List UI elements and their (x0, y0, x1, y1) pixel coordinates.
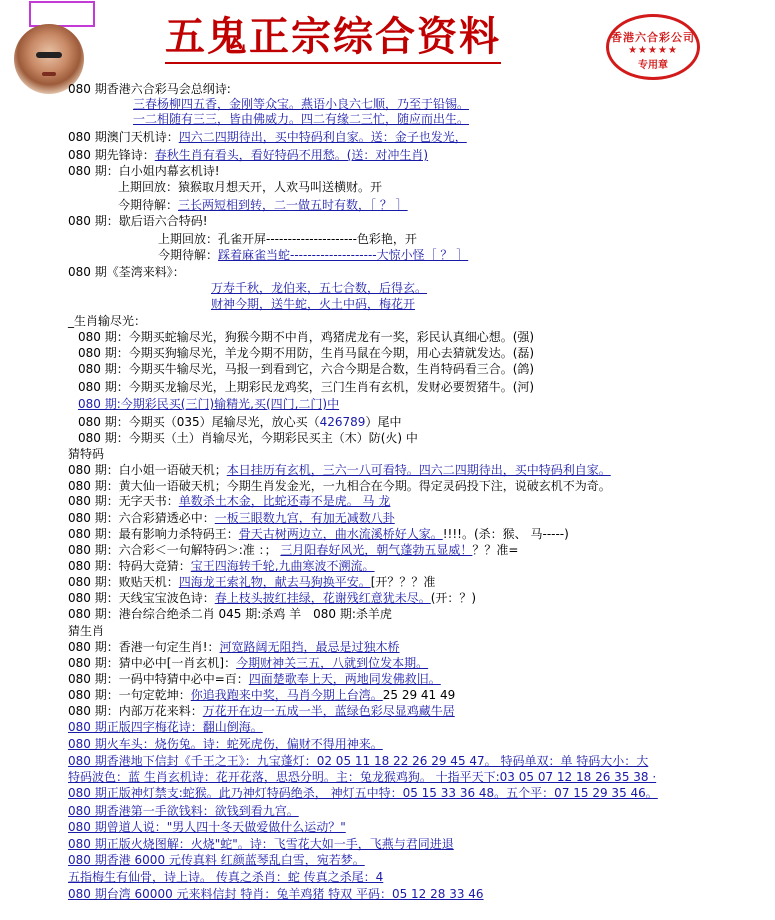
text-segment: 080 期：六合彩猜透必中： (68, 511, 215, 525)
text-segment: _生肖输尽光： (68, 314, 147, 328)
text-segment: 080 期：今期买蛇输尽光，狗猴今期不中肖，鸡猪虎龙有一奖，彩民认真细心想。(强) (78, 330, 535, 344)
text-line (78, 346, 534, 361)
text-line (68, 130, 467, 145)
highlighted-text: 080 期香港地下信封《千王之王》：九宝蓬灯：02 05 11 18 22 26 29 45 47。 特码单双：单 特码大小：大 (68, 754, 649, 768)
text-segment: 猜特码 (68, 447, 105, 461)
highlighted-text: 080 期曾道人说："男人四十冬天做爱做什么运动？" (68, 820, 346, 834)
text-segment: !!!!。(杀：猴、 马-----) (442, 527, 569, 541)
highlighted-text: 四面楚歌奉上天，两地同发佛救旧。 (248, 672, 441, 686)
text-line (78, 380, 534, 395)
text-segment: 080 期：无字天书： (68, 494, 179, 508)
text-segment: 080 期：港台综合绝杀二肖 045 期:杀鸡 羊 080 期:杀羊虎 (68, 607, 392, 621)
text-segment: 080 期：一句定乾坤： (68, 688, 191, 702)
page-title: 五鬼正宗综合资料 (165, 12, 501, 64)
highlighted-text: 一板三眼数九宫，有加无减数八卦 (214, 511, 395, 525)
text-line (158, 232, 417, 247)
highlighted-text: 三春杨柳四五香，金刚等众宝。燕语小良六七顺，乃至于铅锡。 (133, 97, 470, 111)
highlighted-text: 三长两短相到转，二一做五时有数，［ ？ ］ (178, 198, 408, 212)
text-segment: ）尾中 (365, 415, 402, 429)
avatar-mouth (42, 72, 56, 76)
company-seal (606, 14, 700, 80)
text-segment: 080 期香港六合彩马会总纲诗: (68, 82, 231, 96)
highlighted-text: 080 期香港第一手欲钱料：欲钱到看九宫。 (68, 804, 299, 818)
seal-label: 专用章 (638, 60, 668, 71)
text-line (68, 543, 518, 558)
text-segment: 25 29 41 49 (382, 688, 456, 702)
text-line (78, 362, 534, 377)
text-line (78, 415, 401, 430)
text-segment: 080 期：今期买狗输尽光，羊龙今期不用防，生肖马鼠在今期，用心去猜就发达。(磊) (78, 346, 535, 360)
text-segment: 080 期：白小姐内幕玄机诗! (68, 164, 220, 178)
text-segment: 080 期澳门天机诗： (68, 130, 179, 144)
avatar-glasses (36, 52, 62, 58)
text-segment: 上期回放：猿猴取月想天开，人欢马叫送横财。开 (118, 180, 383, 194)
highlighted-text: 080 期正版四字梅花诗：翻山倒海。 (68, 720, 263, 734)
text-line (68, 754, 648, 769)
text-segment: 080 期先锋诗： (68, 148, 155, 162)
text-segment: 080 期：败贴天机： (68, 575, 179, 589)
text-line (211, 281, 427, 296)
text-line (68, 786, 658, 801)
text-segment: 080 期：今期买（土）肖输尽光，今期彩民买主（木）防(火) 中 (78, 431, 418, 445)
highlighted-text: 春上枝头披红挂绿，花谢残红意犹未尽。 (214, 591, 431, 605)
text-line (68, 314, 146, 329)
text-segment: 080 期：今期买龙输尽光，上期彩民龙鸡奖，三门生肖有玄机，发财必要贺猪牛。(河) (78, 380, 535, 394)
highlighted-text: 宝王四海转千轮,九曲寒波不溯流。 (190, 559, 375, 573)
text-line (68, 479, 611, 494)
highlighted-text: 080 期:今期彩民买(三门)输精光,买(四门,二门)中 (78, 397, 340, 411)
highlighted-text: 骨天古树两边立，曲水流溪桥好人家。 (238, 527, 443, 541)
text-segment: 080 期：六合彩＜一句解特码＞:准 ：； (68, 543, 281, 557)
text-segment: 猜生肖 (68, 624, 105, 638)
text-line (68, 770, 656, 785)
text-line (68, 559, 375, 574)
text-line (68, 463, 611, 478)
text-segment: 080 期：天线宝宝波色诗： (68, 591, 215, 605)
text-line (68, 214, 208, 229)
text-line (78, 431, 418, 446)
text-line (68, 591, 476, 606)
text-line (68, 447, 104, 462)
text-line (68, 656, 428, 671)
text-line (68, 737, 383, 752)
highlighted-text: 080 期火车头：烧伤兔。诗：蛇死虎伤，偏财不得用神来。 (68, 737, 383, 751)
text-line (68, 820, 346, 835)
text-segment: 080 期：特码大竞猜： (68, 559, 191, 573)
text-segment: 今期待解： (118, 198, 179, 212)
text-segment: 080 期：一码中特猜中必中=百： (68, 672, 249, 686)
highlighted-text: 特码波色：蓝 生肖玄机诗：花开花落，思恐分明。主：兔龙猴鸡狗。 十指平天下:03 05 07 12 18 26 35 38 · (68, 770, 657, 784)
text-segment: 080 期：最有影响力杀特码王： (68, 527, 239, 541)
text-segment: [开？？？准 (370, 575, 436, 589)
highlighted-text: 一二相随有三三，皆由佛威力。四二有缘二三忙，随应而出生。 (133, 112, 470, 126)
text-segment: 426789 (319, 415, 366, 429)
text-segment: 080 期：香港一句定生肖!： (68, 640, 220, 654)
highlighted-text: 今期财神关三五，八就到位发本期。 (236, 656, 429, 670)
highlighted-text: 四海龙王索礼物，献去马狗换平安。 (178, 575, 371, 589)
text-segment: 080 期《荃湾来料》： (68, 265, 185, 279)
text-line (68, 870, 383, 885)
highlighted-text: 河宽路阔无阻挡，最忌是过独木桥 (219, 640, 400, 654)
text-segment: 080 期：歇后语六合特码! (68, 214, 208, 228)
highlighted-text: 你追我跑来中奖，马肖今期上台湾。 (190, 688, 383, 702)
text-segment: 080 期：黄大仙一语破天机；今期生肖发金光，一九相合在今期。得定灵码投下注，说破玄机不为奇。 (68, 479, 611, 493)
text-line (68, 672, 441, 687)
text-segment: ？？准= (472, 543, 519, 557)
text-line (118, 198, 408, 213)
text-segment: 080 期：猜中必中[一肖玄机]： (68, 656, 237, 670)
highlighted-text: 四六二四期待出，买中特码利自家。送：金子也发光， (178, 130, 467, 144)
highlighted-text: 五指梅生有仙骨，诗上诗。 传真之杀肖：蛇 传真之杀尾：4 (68, 870, 384, 884)
text-line (133, 97, 469, 112)
highlighted-text: 单数杀土木金，比蛇还毒不是虎。 马 龙 (178, 494, 391, 508)
seal-stars: ★★★★★ (628, 45, 678, 56)
text-line (68, 82, 231, 97)
highlighted-text: 万花开在边一五成一半，蓝绿色彩尽显鸡藏牛居 (202, 704, 455, 718)
text-segment: 080 期：内部万花来料： (68, 704, 203, 718)
highlighted-text: 080 期台湾 60000 元来料信封 特肖：兔羊鸡猪 特双 平码：05 12 28 33 46 (68, 887, 484, 901)
seal-name: 香港六合彩公司 (611, 31, 695, 44)
highlighted-text: 万寿千秋，龙伯来，五七合数，后得玄。 (211, 281, 428, 295)
selection-box (29, 1, 95, 27)
text-segment: 080 期：今期买（035）尾输尽光，放心买（ (78, 415, 320, 429)
highlighted-text: 080 期正版神灯禁支:蛇猴。此乃神灯特码绝杀， 神灯五中特：05 15 33 36 48。五个平：07 15 29 35 46。 (68, 786, 658, 800)
highlighted-text: 三月阳春好风光，朝气蓬勃五显威！ (280, 543, 473, 557)
highlighted-text: 财神今期，送牛蛇，火土中码，梅花开 (211, 297, 416, 311)
text-line (211, 297, 415, 312)
text-segment: 080 期：白小姐一语破天机； (68, 463, 227, 477)
highlighted-text: 本日挂历有玄机，三六一八可看特。四六二四期待出，买中特码利自家。 (226, 463, 611, 477)
text-line (68, 704, 455, 719)
highlighted-text: 春秋生肖有看头，看好特码不用愁。(送：对冲生肖) (154, 148, 429, 162)
text-line (78, 330, 534, 345)
text-line (68, 511, 395, 526)
text-line (68, 575, 435, 590)
text-line (68, 164, 220, 179)
text-line (133, 112, 469, 127)
text-segment: (开：？) (430, 591, 477, 605)
text-line (118, 180, 382, 195)
text-segment: 上期回放：孔雀开屏---------------------色彩艳，开 (158, 232, 417, 246)
text-line (68, 494, 390, 509)
text-segment: 080 期：今期买牛输尽光，马报一到看到它，六合今期是合数，生肖特码看三合。(鸽) (78, 362, 535, 376)
text-line (68, 887, 484, 902)
text-line (158, 248, 468, 263)
text-line (68, 148, 428, 163)
highlighted-text: 080 期香港 6000 元传真料 红颜蓝琴乱白雪，宛若梦。 (68, 853, 365, 867)
text-line (78, 397, 339, 412)
text-line (68, 624, 104, 639)
text-line (68, 853, 365, 868)
text-line (68, 607, 392, 622)
highlighted-text: 080 期正版火烧图解：火烧"蛇"。诗：飞雪花大如一手，飞燕与君同进退 (68, 837, 454, 851)
text-line (68, 527, 569, 542)
text-line (68, 688, 455, 703)
text-line (68, 804, 299, 819)
text-line (68, 265, 185, 280)
text-segment: 今期待解： (158, 248, 219, 262)
text-line (68, 837, 454, 852)
text-line (68, 640, 400, 655)
highlighted-text: 踩着麻雀当蛇--------------------大惊小怪［ ？ ］ (218, 248, 469, 262)
text-line (68, 720, 263, 735)
